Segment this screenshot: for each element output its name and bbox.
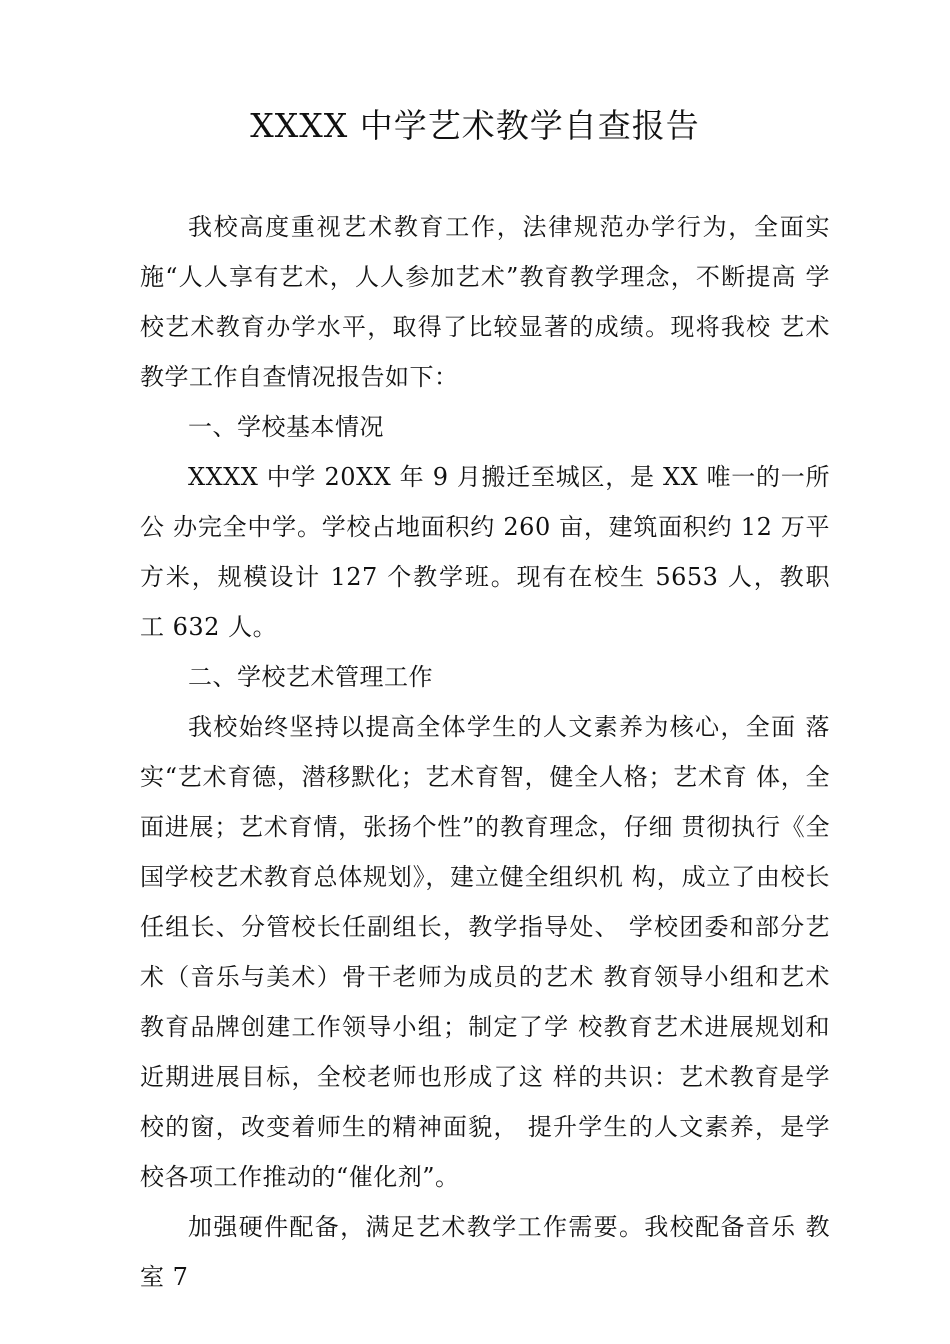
hardware-paragraph: 加强硬件配备，满足艺术教学工作需要。我校配备音乐 教室 7	[140, 1213, 830, 1291]
document-title: XXXX 中学艺术教学自查报告	[250, 106, 700, 145]
section-heading-art-management: 二、学校艺术管理工作	[188, 663, 433, 691]
section-heading-basic-info: 一、学校基本情况	[188, 413, 384, 441]
intro-paragraph: 我校高度重视艺术教育工作，法律规范办学行为，全面实施“人人享有艺术，人人参加艺术”教育教学理念，不断提高 学校艺术教育办学水平，取得了比较显著的成绩。现将我校 艺术教学工作自查情况报告如下：	[140, 213, 830, 391]
document-body	[140, 202, 830, 1302]
art-management-paragraph: 我校始终坚持以提高全体学生的人文素养为核心，全面 落实“艺术育德，潜移默化；艺术育智，健全人格；艺术育 体，全面进展；艺术育情，张扬个性”的教育理念，仔细 贯彻执行《全国学校艺术教育总体规划》，建立健全组织机 构，成立了由校长任组长、分管校长任副组长，教学指导处、 学校团委和部分艺术（音乐与美术）骨干老师为成员的艺术 教育领导小组和艺术教育品牌创建工作领导小组；制定了学 校教育艺术进展规划和近期进展目标，全校老师也形成了这 样的共识：艺术教育是学校的窗，改变着师生的精神面貌， 提升学生的人文素养，是学校各项工作推动的“催化剂”。	[140, 713, 830, 1191]
basic-info-paragraph: XXXX 中学 20XX 年 9 月搬迁至城区，是 XX 唯一的一所公 办完全中学。学校占地面积约 260 亩，建筑面积约 12 万平 方米，规模设计 127 个教学班。现有在校生 5653 人，教职 工 632 人。	[140, 463, 830, 641]
